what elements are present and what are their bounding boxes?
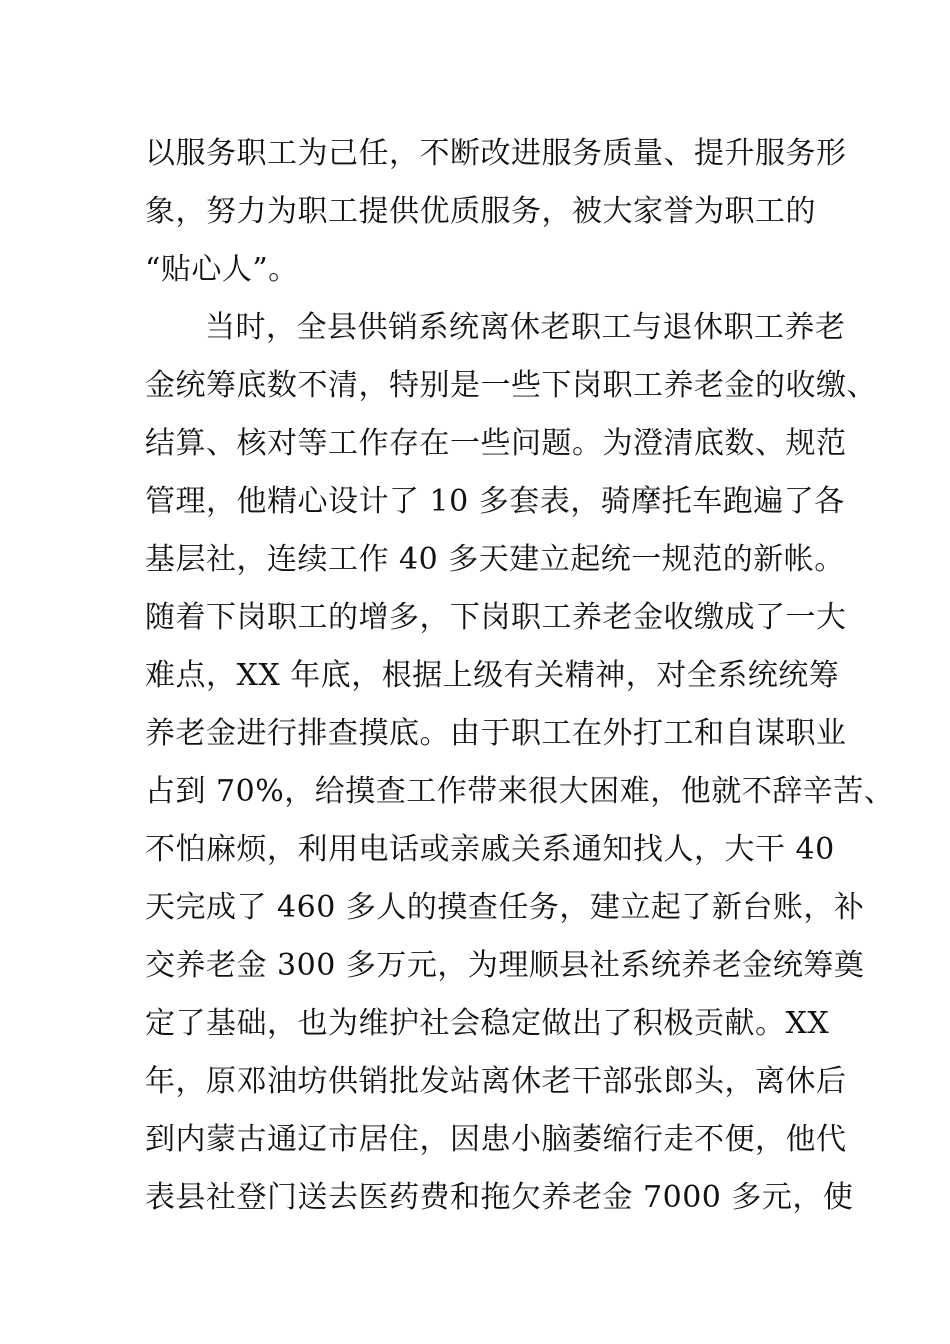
text-line: 养老金进行排查摸底。由于职工在外打工和自谋职业 (145, 716, 847, 751)
text-line: 随着下岗职工的增多，下岗职工养老金收缴成了一大 (145, 600, 847, 635)
text-line: 管理，他精心设计了 10 多套表，骑摩托车跑遍了各 (145, 484, 845, 519)
text-line: 年，原邓油坊供销批发站离休老干部张郎头，离休后 (145, 1064, 847, 1099)
text-line: 占到 70%，给摸查工作带来很大困难，他就不辞辛苦、 (145, 774, 895, 809)
text-line: 不怕麻烦，利用电话或亲戚关系通知找人，大干 40 (145, 832, 835, 867)
text-line: “贴心人”。 (145, 252, 299, 287)
text-line: 象，努力为职工提供优质服务，被大家誉为职工的 (145, 194, 816, 229)
text-line: 基层社，连续工作 40 多天建立起统一规范的新帐。 (145, 542, 845, 577)
paragraph-first-line: 当时，全县供销系统离休老职工与退休职工养老 (205, 310, 846, 345)
text-line: 以服务职工为己任，不断改进服务质量、提升服务形 (145, 136, 847, 171)
text-line: 结算、核对等工作存在一些问题。为澄清底数、规范 (145, 426, 847, 461)
text-line: 金统筹底数不清，特别是一些下岗职工养老金的收缴、 (145, 368, 877, 403)
text-line: 表县社登门送去医药费和拖欠养老金 7000 多元，使 (145, 1180, 854, 1215)
text-line: 定了基础，也为维护社会稳定做出了积极贡献。XX (145, 1006, 830, 1041)
text-line: 难点，XX 年底，根据上级有关精神，对全系统统筹 (145, 658, 840, 693)
text-line: 交养老金 300 多万元，为理顺县社系统养老金统筹奠 (145, 948, 865, 983)
text-line: 到内蒙古通辽市居住，因患小脑萎缩行走不便，他代 (145, 1122, 847, 1157)
text-line: 天完成了 460 多人的摸查任务，建立起了新台账，补 (145, 890, 865, 925)
